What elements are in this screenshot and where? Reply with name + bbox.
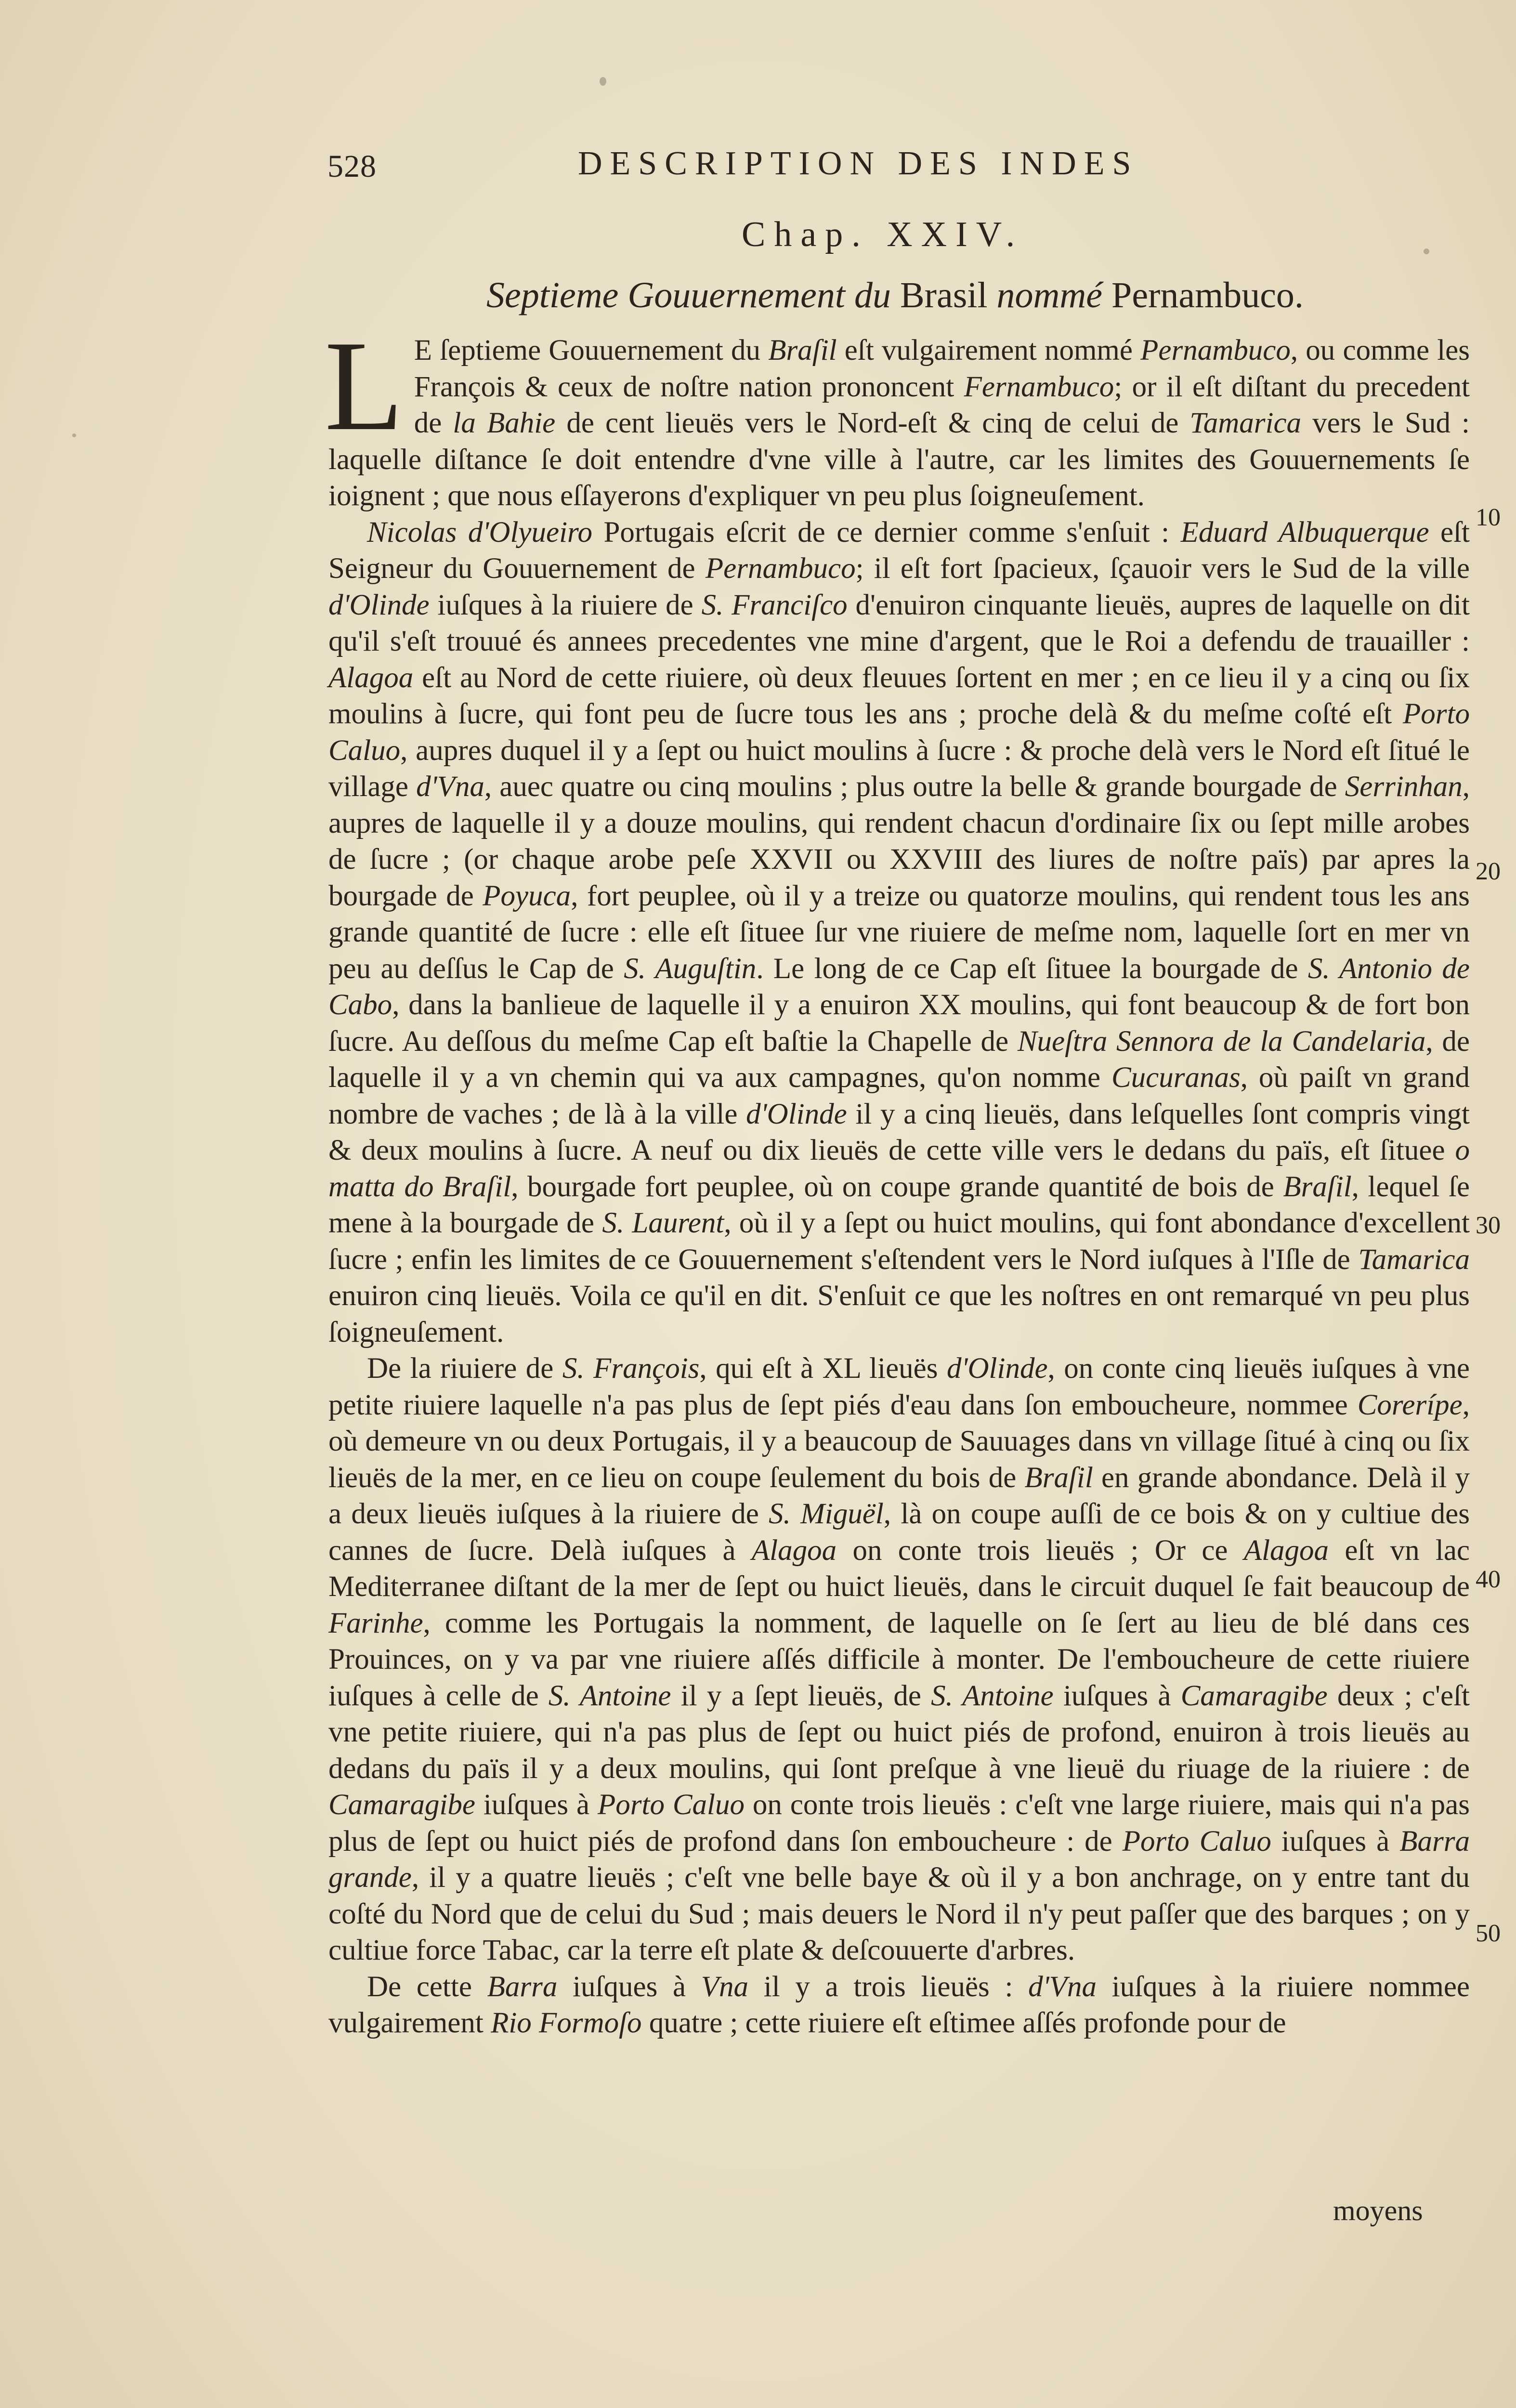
section-title-part: Septieme Gouuernement du [486, 275, 891, 315]
text-run: d'enuiron cinquante lieuës, aupres de laquelle on dit qu'il s'eſt trouué és annees precedentes vne mine d'argent, que le Roi a defendu de trauailler : [328, 589, 1470, 657]
italic-text: Alagoa [1243, 1534, 1329, 1567]
text-run: il y a ſept lieuës, de [671, 1679, 931, 1712]
italic-text: Nicolas d'Olyueiro [367, 516, 592, 549]
text-run: , lequel ſe mene à la bourgade de [328, 1170, 1470, 1239]
italic-text: S. Antoine [931, 1679, 1054, 1712]
text-run: eſt au Nord de cette riuiere, où deux fleuues ſortent en mer ; en ce lieu il y a cinq ou ſix moulins à ſucre, qui font peu de ſucre tous les ans ; proche delà & du meſme coſté eſt [328, 661, 1470, 730]
text-run: , il y a quatre lieuës ; c'eſt vne belle baye & où il y a bon anchrage, on y entre tant du coſté du Nord que de celui du Sud ; mais deuers le Nord il n'y peut paſſer que des barques ; on y cultiue force Tabac, car la terre eſt plate & deſcouuerte d'arbres. [328, 1861, 1470, 1966]
text-run: iuſques à la riuiere de [429, 589, 702, 621]
paragraph [328, 1350, 1470, 1969]
italic-text: Alagoa [328, 661, 414, 694]
italic-text: Farinhe [328, 1607, 423, 1639]
italic-text: d'Vna [1028, 1970, 1097, 2003]
text-run: , où demeure vn ou deux Portugais, il y a beaucoup de Sauuages dans vn village ſitué à cinq ou ſix lieuës de la mer, en ce lieu on coupe ſeulement du bois de [328, 1388, 1470, 1494]
drop-cap: L [325, 314, 404, 457]
paragraph [325, 314, 1470, 514]
italic-text: S. Laurent [602, 1207, 724, 1239]
text-run: en grande abondance. Delà il y a deux lieuës iuſques à la riuiere de [328, 1461, 1470, 1530]
italic-text: Camaragibe [1180, 1679, 1328, 1712]
italic-text: Poyuca [483, 879, 571, 912]
italic-text: Porto Caluo [1122, 1825, 1271, 1858]
text-run: , dans la banlieue de laquelle il y a enuiron XX moulins, qui font beaucoup & de fort bon ſucre. Au deſſous du meſme Cap eſt baſtie la Chapelle de [328, 989, 1470, 1058]
margin-line-number: 40 [1476, 1566, 1501, 1593]
italic-text: Braſil [1283, 1170, 1352, 1203]
text-run: enuiron cinq lieuës. Voila ce qu'il en dit. S'enſuit ce que les noſtres en ont remarqué vn peu plus ſoigneuſement. [328, 1280, 1470, 1348]
italic-text: d'Olinde [328, 589, 430, 621]
italic-text: S. Auguſtin [624, 952, 757, 985]
italic-text: Barra [487, 1970, 558, 2003]
text-run: , de laquelle il y a vn chemin qui va aux campagnes, qu'on nomme [328, 1025, 1470, 1094]
italic-text: Cucuranas [1111, 1061, 1241, 1094]
italic-text: Pernambuco [1140, 334, 1291, 366]
chapter-heading: Chap. XXIV. [742, 215, 1024, 254]
text-run: iuſques à la riuiere nommee vulgairement [328, 1970, 1470, 2039]
italic-text: Pernambuco [705, 552, 856, 585]
italic-text: Camaragibe [328, 1789, 475, 1821]
section-title [486, 275, 1304, 316]
text-run: eſt vulgairement nommé [836, 334, 1141, 366]
margin-line-number: 30 [1476, 1212, 1501, 1239]
text-run: De cette [367, 1970, 487, 2003]
italic-text: Porto Caluo [598, 1789, 745, 1821]
text-run: il y a cinq lieuës, dans leſquelles ſont compris vingt & deux moulins à ſucre. A neuf ou dix lieuës de cette ville vers le dedans du païs, eſt ſituee [328, 1098, 1470, 1166]
section-title-part: Brasil [900, 275, 988, 315]
italic-text: Porto Caluo [328, 698, 1470, 767]
text-run: , aupres duquel il y a ſept ou huict moulins à ſucre : & proche delà vers le Nord eſt ſitué le village [328, 734, 1470, 803]
margin-line-numbers [1476, 0, 1514, 2408]
italic-text: Nueſtra Sennora de la Candelaria [1017, 1025, 1426, 1058]
text-run: iuſques à [475, 1789, 598, 1821]
italic-text: Fernambuco [964, 370, 1114, 403]
body-text [325, 314, 1470, 2042]
paper-speck [1424, 249, 1429, 254]
text-run: , où paiſt vn grand nombre de vaches ; de là à la ville [328, 1061, 1470, 1130]
margin-line-number: 50 [1476, 1920, 1501, 1947]
italic-text: Braſil [1024, 1461, 1093, 1494]
text-run: ; il eſt fort ſpacieux, ſçauoir vers le Sud de la ville [855, 552, 1470, 585]
italic-text: Eduard Albuquerque [1180, 516, 1429, 549]
catchword: moyens [1333, 2195, 1423, 2226]
paper-speck [600, 77, 606, 86]
running-title: DESCRIPTION DES INDES [578, 145, 1139, 182]
italic-text: o matta do Braſil [328, 1134, 1470, 1203]
text-run: , où il y a ſept ou huict moulins, qui font abondance d'excellent ſucre ; enfin les limites de ce Gouuernement s'eſtendent vers le Nord iuſques à l'Iſle de [328, 1207, 1470, 1276]
italic-text: d'Vna [416, 771, 484, 803]
text-run: deux ; c'eſt vne petite riuiere, qui n'a pas plus de ſept ou huict piés de profond, enuiron à trois lieuës au dedans du païs il y a deux moulins, qui ſont preſque à vne lieuë du riuage de la riuiere : de [328, 1679, 1470, 1785]
italic-text: Barra grande [328, 1825, 1470, 1894]
italic-text: Braſil [768, 334, 837, 366]
paragraph [328, 514, 1470, 1351]
text-run: , auec quatre ou cinq moulins ; plus outre la belle & grande bourgade de [484, 771, 1345, 803]
text-run: , là on coupe auſſi de ce bois & on y cultiue des cannes de ſucre. Delà iuſques à [328, 1498, 1470, 1567]
italic-text: Rio Formoſo [491, 2007, 642, 2039]
italic-text: Alagoa [751, 1534, 837, 1567]
text-run: de cent lieuës vers le Nord-eſt & cinq de celui de [555, 407, 1190, 439]
italic-text: S. Franciſco [701, 589, 848, 621]
text-run: . Le long de ce Cap eſt ſituee la bourgade de [756, 952, 1308, 985]
text-run: , qui eſt à XL lieuës [699, 1352, 947, 1385]
text-run: Portugais eſcrit de ce dernier comme s'enſuit : [592, 516, 1181, 549]
text-run: , bourgade fort peuplee, où on coupe grande quantité de bois de [511, 1170, 1283, 1203]
italic-text: Serrinhan [1345, 771, 1463, 803]
italic-text: Tamarica [1358, 1243, 1470, 1276]
paragraph [328, 1969, 1470, 2042]
italic-text: Tamarica [1189, 407, 1302, 439]
italic-text: S. Antonio de Cabo [328, 952, 1470, 1021]
margin-line-number: 10 [1476, 504, 1501, 531]
section-title-part: nommé [996, 275, 1103, 315]
paper-speck [72, 433, 76, 437]
text-run: on conte trois lieuës ; Or ce [836, 1534, 1244, 1567]
italic-text: la Bahie [453, 407, 556, 439]
italic-text: Vna [701, 1970, 749, 2003]
running-head [327, 144, 1252, 197]
text-run: , on conte cinq lieuës iuſques à vne petite riuiere laquelle n'a pas plus de ſept piés d'eau dans ſon emboucheure, nommee [328, 1352, 1470, 1421]
text-run: iuſques à [1271, 1825, 1400, 1858]
italic-text: S. François [562, 1352, 700, 1385]
italic-text: Corerípe [1357, 1388, 1463, 1421]
page-number: 528 [327, 149, 377, 184]
text-run: , aupres de laquelle il y a douze moulins, qui rendent chacun d'ordinaire ſix ou ſept mille arobes de ſucre ; (or chaque arobe peſe XXVII ou XXVIII des liures de noſtre païs) par apres la bourgade de [328, 771, 1470, 912]
text-run: iuſques à [1053, 1679, 1181, 1712]
section-title-part: Pernambuco. [1111, 275, 1304, 315]
margin-line-number: 20 [1476, 858, 1501, 885]
text-run: il y a trois lieuës : [748, 1970, 1029, 2003]
text-run: iuſques à [557, 1970, 701, 2003]
italic-text: S. Miguël [769, 1498, 884, 1530]
italic-text: d'Olinde [746, 1098, 847, 1130]
text-run: , ou comme les François & ceux de noſtre nation prononcent [414, 334, 1470, 403]
text-run: eſt Seigneur du Gouuernement de [328, 516, 1470, 585]
italic-text: S. Antoine [548, 1679, 671, 1712]
text-run: eſt vn lac Mediterranee diſtant de la mer de ſept ou huict lieuës, dans le circuit duquel ſe fait beaucoup de [328, 1534, 1470, 1603]
text-run: , fort peuplee, où il y a treize ou quatorze moulins, qui rendent tous les ans grande quantité de ſucre : elle eſt ſituee ſur vne riuiere de meſme nom, laquelle ſort en mer vn peu au deſſus le Cap de [328, 879, 1470, 985]
text-run: E ſeptieme Gouuernement du [414, 334, 769, 366]
text-run: ; or il eſt diſtant du precedent de [414, 370, 1470, 439]
text-run: on conte trois lieuës : c'eſt vne large riuiere, mais qui n'a pas plus de ſept ou huict piés de profond dans ſon emboucheure : de [328, 1789, 1470, 1858]
text-run: vers le Sud : laquelle diſtance ſe doit entendre d'vne ville à l'autre, car les limites des Gouuernements ſe ioignent ; que nous eſſayerons d'expliquer vn peu plus ſoigneuſement. [328, 407, 1470, 512]
text-run: De la riuiere de [367, 1352, 562, 1385]
text-run: quatre ; cette riuiere eſt eſtimee aſſés profonde pour de [641, 2007, 1286, 2039]
text-run: , comme les Portugais la nomment, de laquelle on ſe ſert au lieu de blé dans ces Prouinces, on y va par vne riuiere aſſés difficile à monter. De l'emboucheure de cette riuiere iuſques à celle de [328, 1607, 1470, 1712]
italic-text: d'Olinde [946, 1352, 1048, 1385]
